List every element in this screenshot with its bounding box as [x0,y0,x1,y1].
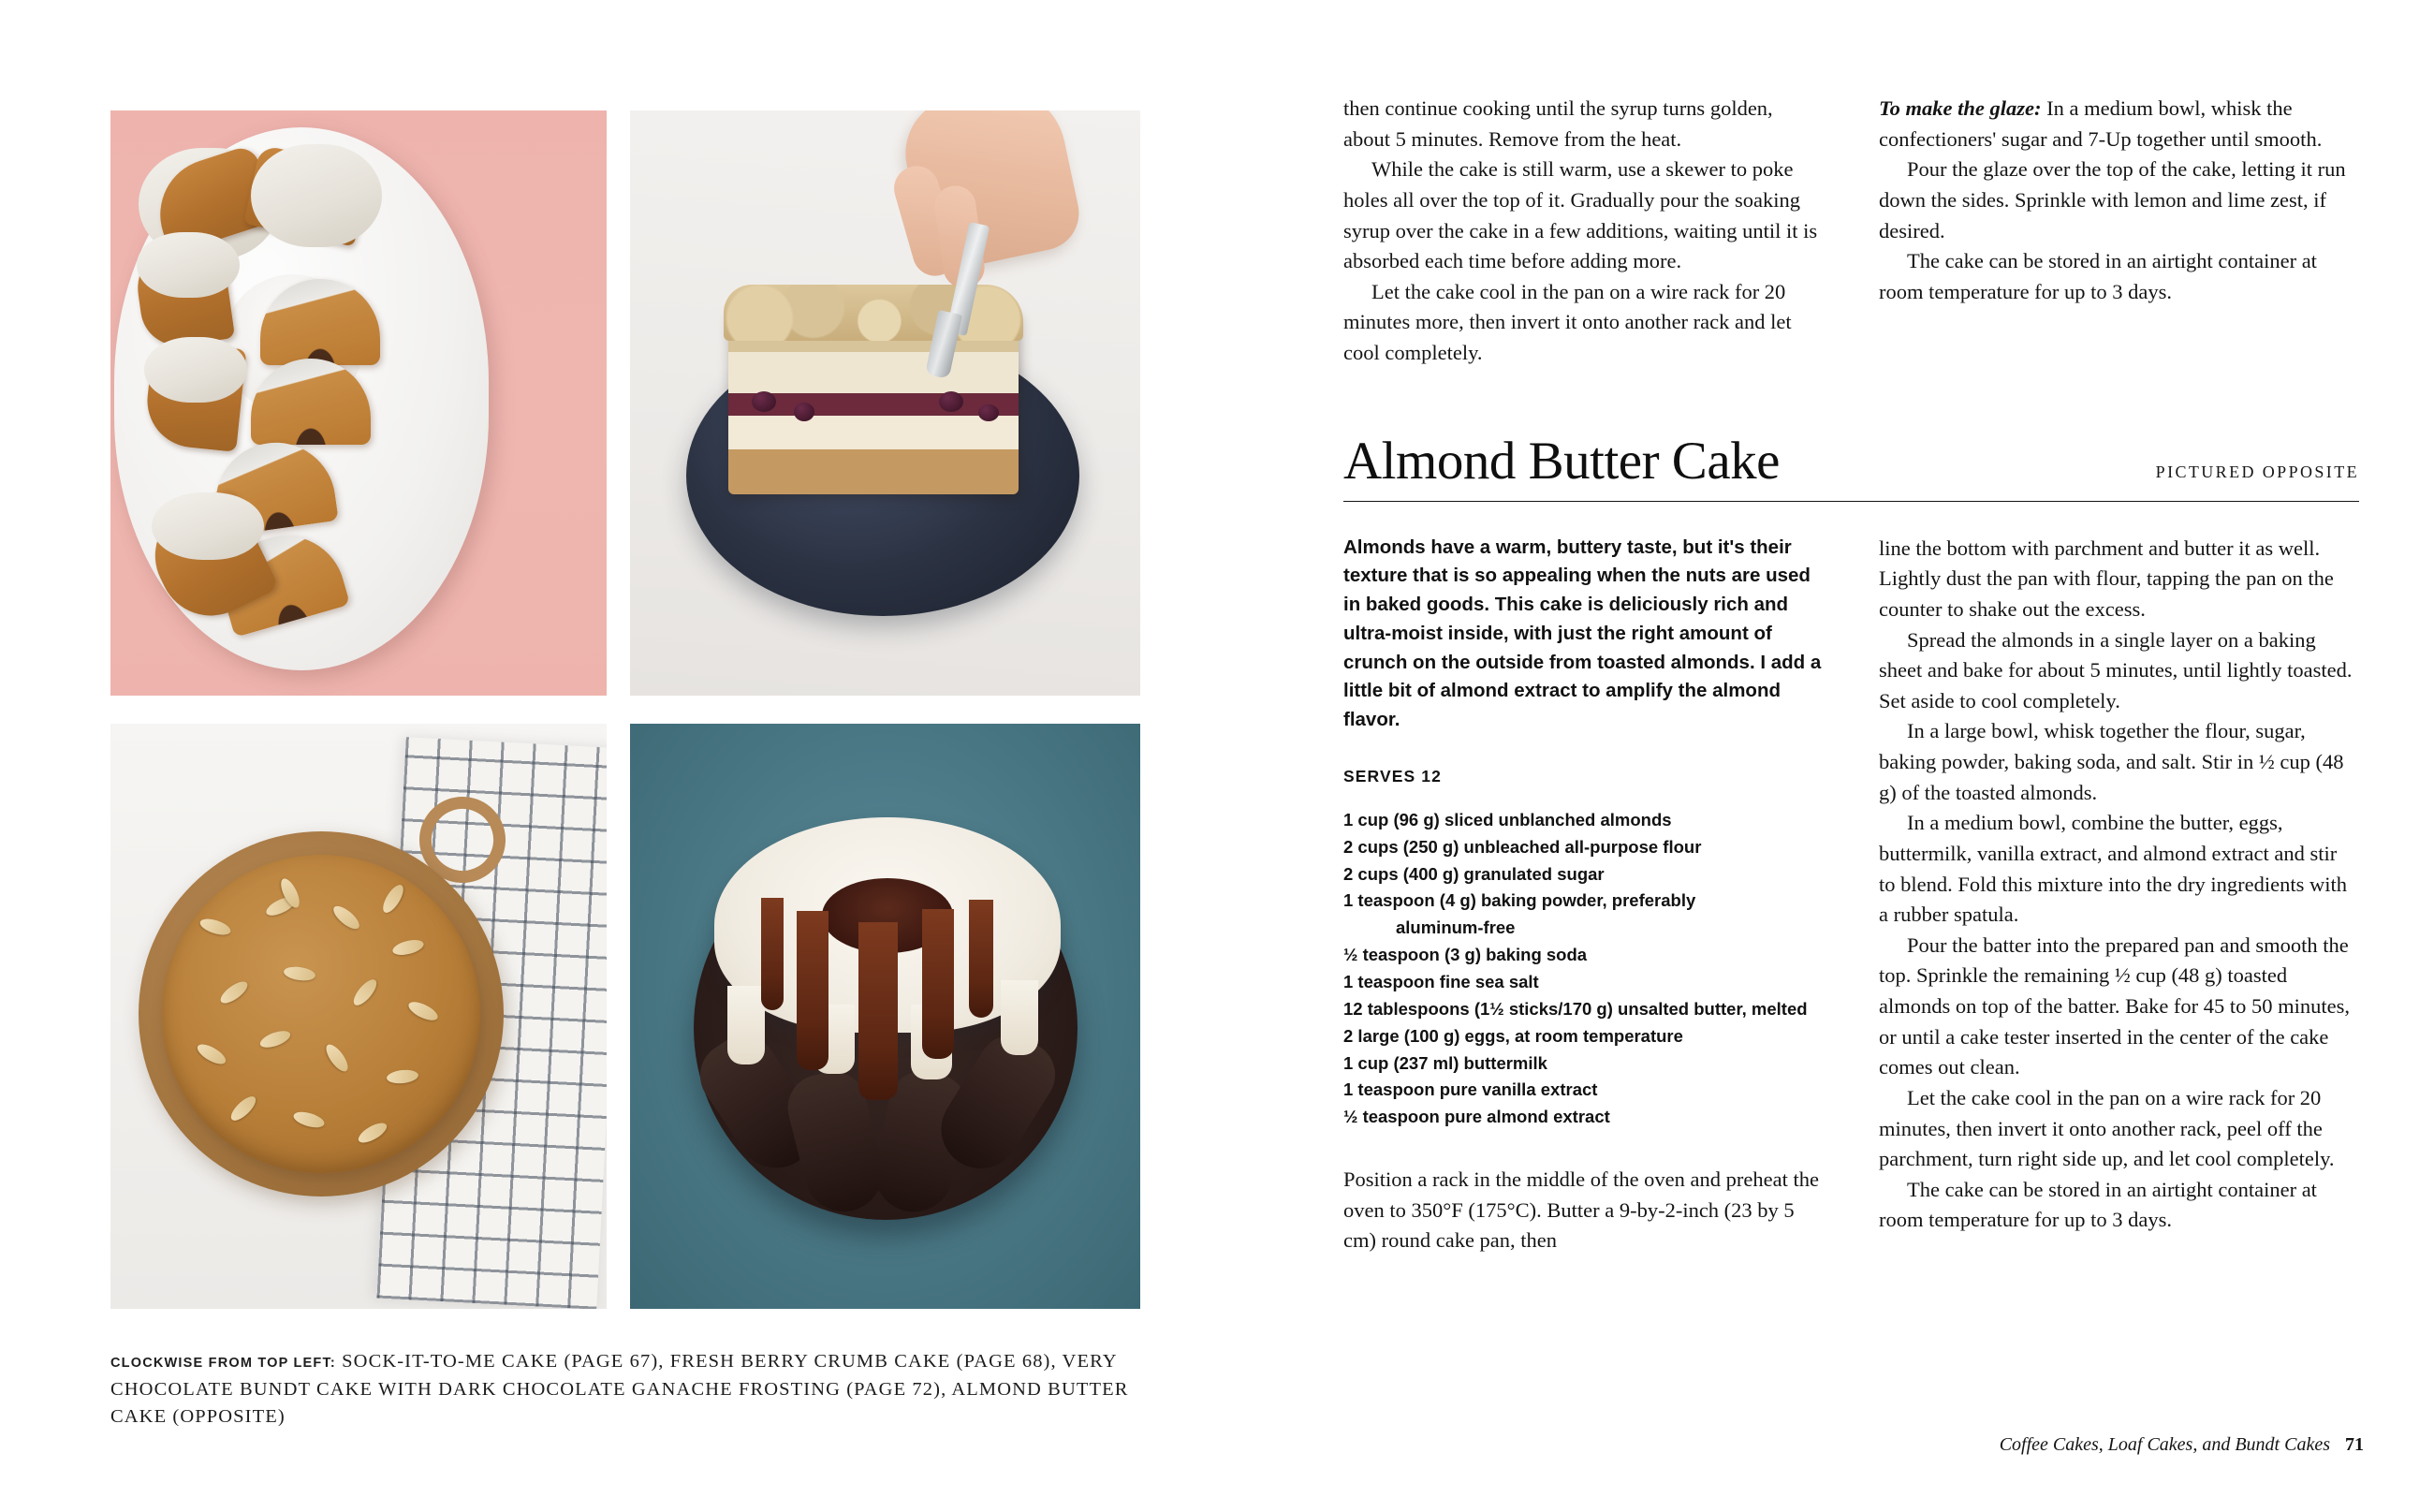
glaze-drip [727,986,765,1064]
very-chocolate-bundt-cake-photo [630,724,1140,1309]
paragraph: then continue cooking until the syrup turns golden, about 5 minutes. Remove from the heat. [1343,96,1773,151]
ingredient-item: 2 large (100 g) eggs, at room temperature [1343,1025,1683,1046]
paragraph: Position a rack in the middle of the oven and preheat the oven to 350°F (175°C). Butter a 9-by-2-inch (23 by 5 cm) round cake pan, then [1343,1167,1819,1253]
ingredient-item: ½ teaspoon (3 g) baking soda [1343,945,1588,965]
photo-caption [110,1348,1150,1431]
paragraph: Pour the batter into the prepared pan and smooth the top. Sprinkle the remaining ½ cup (48 g) toasted almonds on top of the batter. Bake for 45 to 50 minutes, or until a cake tester inserted in the center of the cake comes out clean. [1879,932,2351,1079]
ingredient-item: 1 cup (237 ml) buttermilk [1343,1052,1547,1073]
fresh-berry-crumb-cake-photo [630,110,1140,696]
almond-butter-cake-photo [110,724,607,1309]
sliced-almond [322,1041,351,1075]
continued-right-column [1879,94,2358,369]
berry [978,404,999,421]
paragraph: Pour the glaze over the top of the cake, letting it run down the sides. Sprinkle with lemon and lime zest, if desired. [1879,157,2346,242]
sliced-almond [292,1109,327,1131]
cake-glaze-piece [137,232,240,298]
ingredient-item: ½ teaspoon pure almond extract [1343,1107,1610,1127]
ingredient-list [1343,807,1823,1131]
sliced-almond [391,937,425,958]
sock-it-to-me-cake-photo [110,110,607,696]
ingredient-item-continuation: aluminum-free [1396,917,1516,938]
paragraph: In a medium bowl, combine the butter, eggs, buttermilk, vanilla extract, and almond extract and stir to blend. Fold this mixture into the dry ingredients with a rubber spatula. [1879,811,2347,927]
recipe-left-column [1343,534,1823,1256]
sliced-almond [283,965,316,983]
sliced-almond [406,998,441,1023]
method-left [1343,1165,1823,1256]
paragraph: The cake can be stored in an airtight container at room temperature for up to 3 days. [1879,1177,2317,1232]
sliced-almond [258,1028,293,1051]
sliced-almond [217,977,251,1006]
paragraph: In a large bowl, whisk together the flour, sugar, baking powder, baking soda, and salt. Stir in ½ cup (48 g) of the toasted almonds. [1879,719,2344,804]
paragraph: While the cake is still warm, use a skewer to poke holes all over the top of it. Gradually pour the soaking syrup over the cake in a few additions, waiting until it is absorbed each time before adding more. [1343,157,1818,273]
paragraph: The cake can be stored in an airtight container at room temperature for up to 3 days. [1879,249,2317,303]
continued-recipe-text [1343,94,2359,369]
sliced-almond [350,976,381,1008]
berry [794,403,814,421]
glaze-text: In a medium bowl, whisk the confectioners' sugar and 7-Up together until smooth. [1879,96,2323,151]
sliced-almond [356,1119,389,1146]
sliced-almond [379,882,407,916]
paragraph: Let the cake cool in the pan on a wire rack for 20 minutes more, then invert it onto another rack and let cool completely. [1343,279,1792,364]
sliced-almond [227,1093,259,1124]
recipe-body [1343,534,2359,1256]
berry [939,391,963,412]
ganache-drip [797,911,828,1070]
recipe-title: Almond Butter Cake [1343,431,1780,491]
cake-glaze-piece [144,337,247,403]
page-number: 71 [2345,1434,2364,1455]
ingredient-item: 1 teaspoon (4 g) baking powder, preferably [1343,890,1696,911]
caption-text: SOCK-IT-TO-ME CAKE (PAGE 67), FRESH BERRY CRUMB CAKE (PAGE 68), VERY CHOCOLATE BUNDT CAKE WITH DARK CHOCOLATE GANACHE FROSTING (PAGE 72), ALMOND BUTTER CAKE (OPPOSITE) [110,1351,1129,1428]
crumb-topping [724,285,1023,341]
continued-left-column [1343,94,1823,369]
recipe-yield: SERVES 12 [1343,766,1442,785]
ingredient-item: 1 cup (96 g) sliced unblanched almonds [1343,809,1672,829]
ingredient-item: 1 teaspoon fine sea salt [1343,972,1539,992]
cake-glaze-piece [251,144,382,247]
photo-grid [110,110,1140,1309]
sliced-almond [198,916,233,938]
ganache-drip [761,898,784,1010]
ganache-drip [969,900,993,1018]
paragraph: Let the cake cool in the pan on a wire rack for 20 minutes, then invert it onto another rack, peel off the parchment, turn right side up, and let cool completely. [1879,1085,2335,1171]
ingredient-item: 1 teaspoon pure vanilla extract [1343,1079,1598,1100]
recipe-header [1343,431,2359,502]
paragraph: line the bottom with parchment and butter it as well. Lightly dust the pan with flour, tapping the pan on the counter to shake out the excess. [1879,536,2334,621]
cake-glaze-piece [152,492,264,560]
recipe-right-column [1879,534,2358,1256]
caption-lead: CLOCKWISE FROM TOP LEFT: [110,1356,336,1371]
glaze-paragraph [1879,94,2358,154]
ingredient-item: 2 cups (250 g) unbleached all-purpose flour [1343,836,1702,857]
berry [752,391,776,412]
running-head: Coffee Cakes, Loaf Cakes, and Bundt Cakes [1999,1434,2330,1455]
almond-cake [162,855,480,1173]
paragraph: Spread the almonds in a single layer on a baking sheet and bake for about 5 minutes, until lightly toasted. Set aside to cool completely. [1879,627,2353,712]
glaze-label: To make the glaze: [1879,96,2042,120]
pictured-note: PICTURED OPPOSITE [2155,462,2359,481]
glaze-drip [1001,980,1038,1055]
ganache-drip [922,909,954,1059]
right-page [1273,0,2434,1512]
sliced-almond [330,903,362,933]
ganache-drip [858,922,898,1100]
page-footer [2000,1434,2364,1456]
ingredient-item: 12 tablespoons (1½ sticks/170 g) unsalted butter, melted [1343,998,1808,1019]
sliced-almond [386,1068,418,1084]
ingredient-item: 2 cups (400 g) granulated sugar [1343,863,1605,884]
sliced-almond [195,1040,228,1067]
recipe-headnote: Almonds have a warm, buttery taste, but it's their texture that is so appealing when the nuts are used in baked goods. This cake is deliciously rich and ultra-moist inside, with just the right amount of crunch on the outside from toasted almonds. I add a little bit of almond extract to amplify the almond flavor. [1343,536,1822,731]
